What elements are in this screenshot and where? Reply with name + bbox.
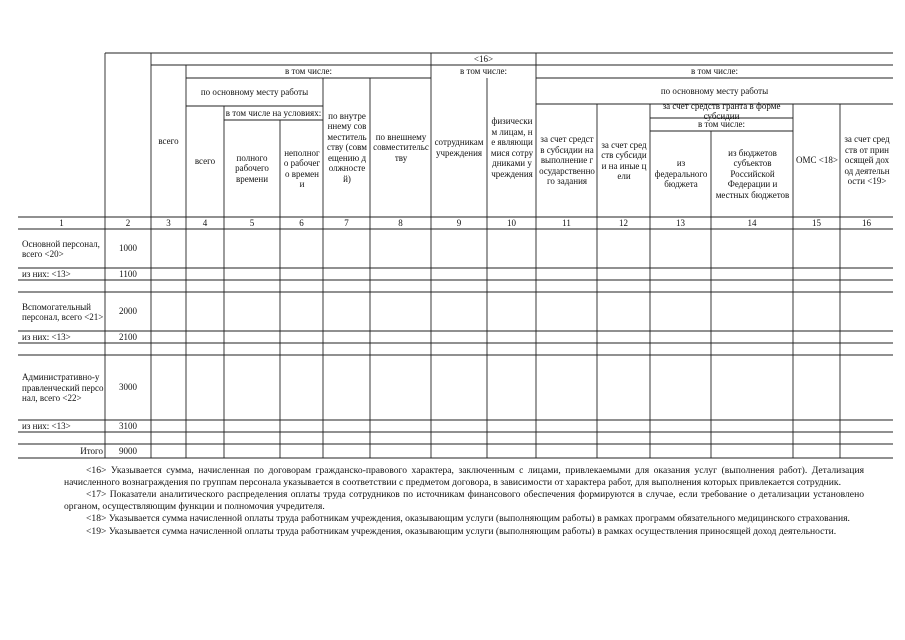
header-oms: ОМС <18> xyxy=(796,155,838,166)
row-label-3100: из них: <13> xyxy=(22,420,71,431)
footnote-16: <16> Указывается сумма, начисленная по договорам гражданско-правового характера, заключенным с лицами, привлекаемыми для оказания услуг (выполнения работ). Детализация начисленного вознаграждения по группам персонала указывается в соответствии с предметом договора, в зависимости от характера работ, для выполнения которых привлекается сотрудник. xyxy=(64,465,864,488)
header-total: всего xyxy=(158,135,179,146)
header-main-place-b: по основному месту работы xyxy=(660,85,769,96)
header-n16: <16> xyxy=(473,53,494,64)
col-num-11: 11 xyxy=(562,217,571,228)
header-including-c: в том числе: xyxy=(691,66,738,77)
header-internal-combo: по внутреннему совместительству (совмещению должностей) xyxy=(327,110,367,184)
col-num-10: 10 xyxy=(507,217,516,228)
footnote-19: <19> Указывается сумма начисленной оплаты труда работникам учреждения, оказывающим услуги (выполняющим работы) в рамках осуществления приносящей доход деятельности. xyxy=(86,525,837,537)
col-num-5: 5 xyxy=(249,217,255,228)
header-total-sub: всего xyxy=(194,156,216,167)
row-code-9000: 9000 xyxy=(119,445,137,456)
footnote-17: <17> Показатели аналитического распределения оплаты труда сотрудников по источникам финансового обеспечения формируются в случае, если требование о детализации установлено органом, осуществляющим функции и полномочия учредителя. xyxy=(64,489,864,512)
row-label-9000: Итого xyxy=(80,445,103,456)
header-main-place-a: по основному месту работы xyxy=(200,86,309,97)
row-label-3000: Административно-управленческий персонал, всего <22> xyxy=(22,372,104,404)
header-subsidy-task: за счет средств субсидии на выполнение государственного задания xyxy=(539,134,595,187)
col-num-6: 6 xyxy=(299,217,304,228)
row-code-2000: 2000 xyxy=(119,306,137,317)
row-code-3100: 3100 xyxy=(119,420,137,431)
col-num-16: 16 xyxy=(862,217,871,228)
row-label-2000: Вспомогательный персонал, всего <21> xyxy=(22,301,104,322)
header-part-time: неполного рабочего времени xyxy=(283,147,321,189)
header-incl-conditions: в том числе на условиях: xyxy=(225,107,322,118)
col-num-12: 12 xyxy=(619,217,628,228)
header-employees: сотрудникам учреждения xyxy=(434,137,484,158)
header-regional: из бюджетов субъектов Российской Федерации и местных бюджетов xyxy=(715,147,790,200)
header-including-a: в том числе: xyxy=(285,66,332,77)
col-num-3: 3 xyxy=(166,217,171,228)
header-subsidy-other: за счет средств субсидии на иные цели xyxy=(601,139,647,181)
col-num-14: 14 xyxy=(747,217,757,228)
row-label-2100: из них: <13> xyxy=(22,331,71,342)
col-num-1: 1 xyxy=(59,217,64,228)
header-income: за счет средств от приносящей доход деятельности <19> xyxy=(844,134,890,187)
row-code-1100: 1100 xyxy=(119,268,137,279)
row-code-1000: 1000 xyxy=(119,243,137,254)
row-label-1100: из них: <13> xyxy=(22,268,71,279)
header-incl-grant: в том числе: xyxy=(698,119,745,130)
col-num-4: 4 xyxy=(202,217,208,228)
header-full-time: полного рабочего времени xyxy=(235,152,269,184)
col-num-8: 8 xyxy=(398,217,403,228)
footnotes xyxy=(64,465,864,538)
header-grant: за счет средств гранта в форме субсидии xyxy=(662,100,781,121)
col-num-15: 15 xyxy=(812,217,821,228)
header-external-combo: по внешнему совместительству xyxy=(373,131,429,163)
col-num-9: 9 xyxy=(456,217,462,228)
header-individuals: физическим лицам, не являющимися сотрудниками учреждения xyxy=(490,116,534,179)
row-code-3000: 3000 xyxy=(119,382,137,393)
col-num-2: 2 xyxy=(125,217,131,228)
footnote-18: <18> Указывается сумма начисленной оплаты труда работникам учреждения, оказывающим услуги (выполняющим работы) в рамках программ обязательного медицинского страхования. xyxy=(86,513,850,524)
header-including-b: в том числе: xyxy=(460,66,507,77)
row-label-1000: Основной персонал, всего <20> xyxy=(22,238,100,259)
header-federal: из федерального бюджета xyxy=(654,158,708,190)
col-num-13: 13 xyxy=(676,217,685,228)
col-num-7: 7 xyxy=(344,217,349,228)
row-code-2100: 2100 xyxy=(119,331,137,342)
